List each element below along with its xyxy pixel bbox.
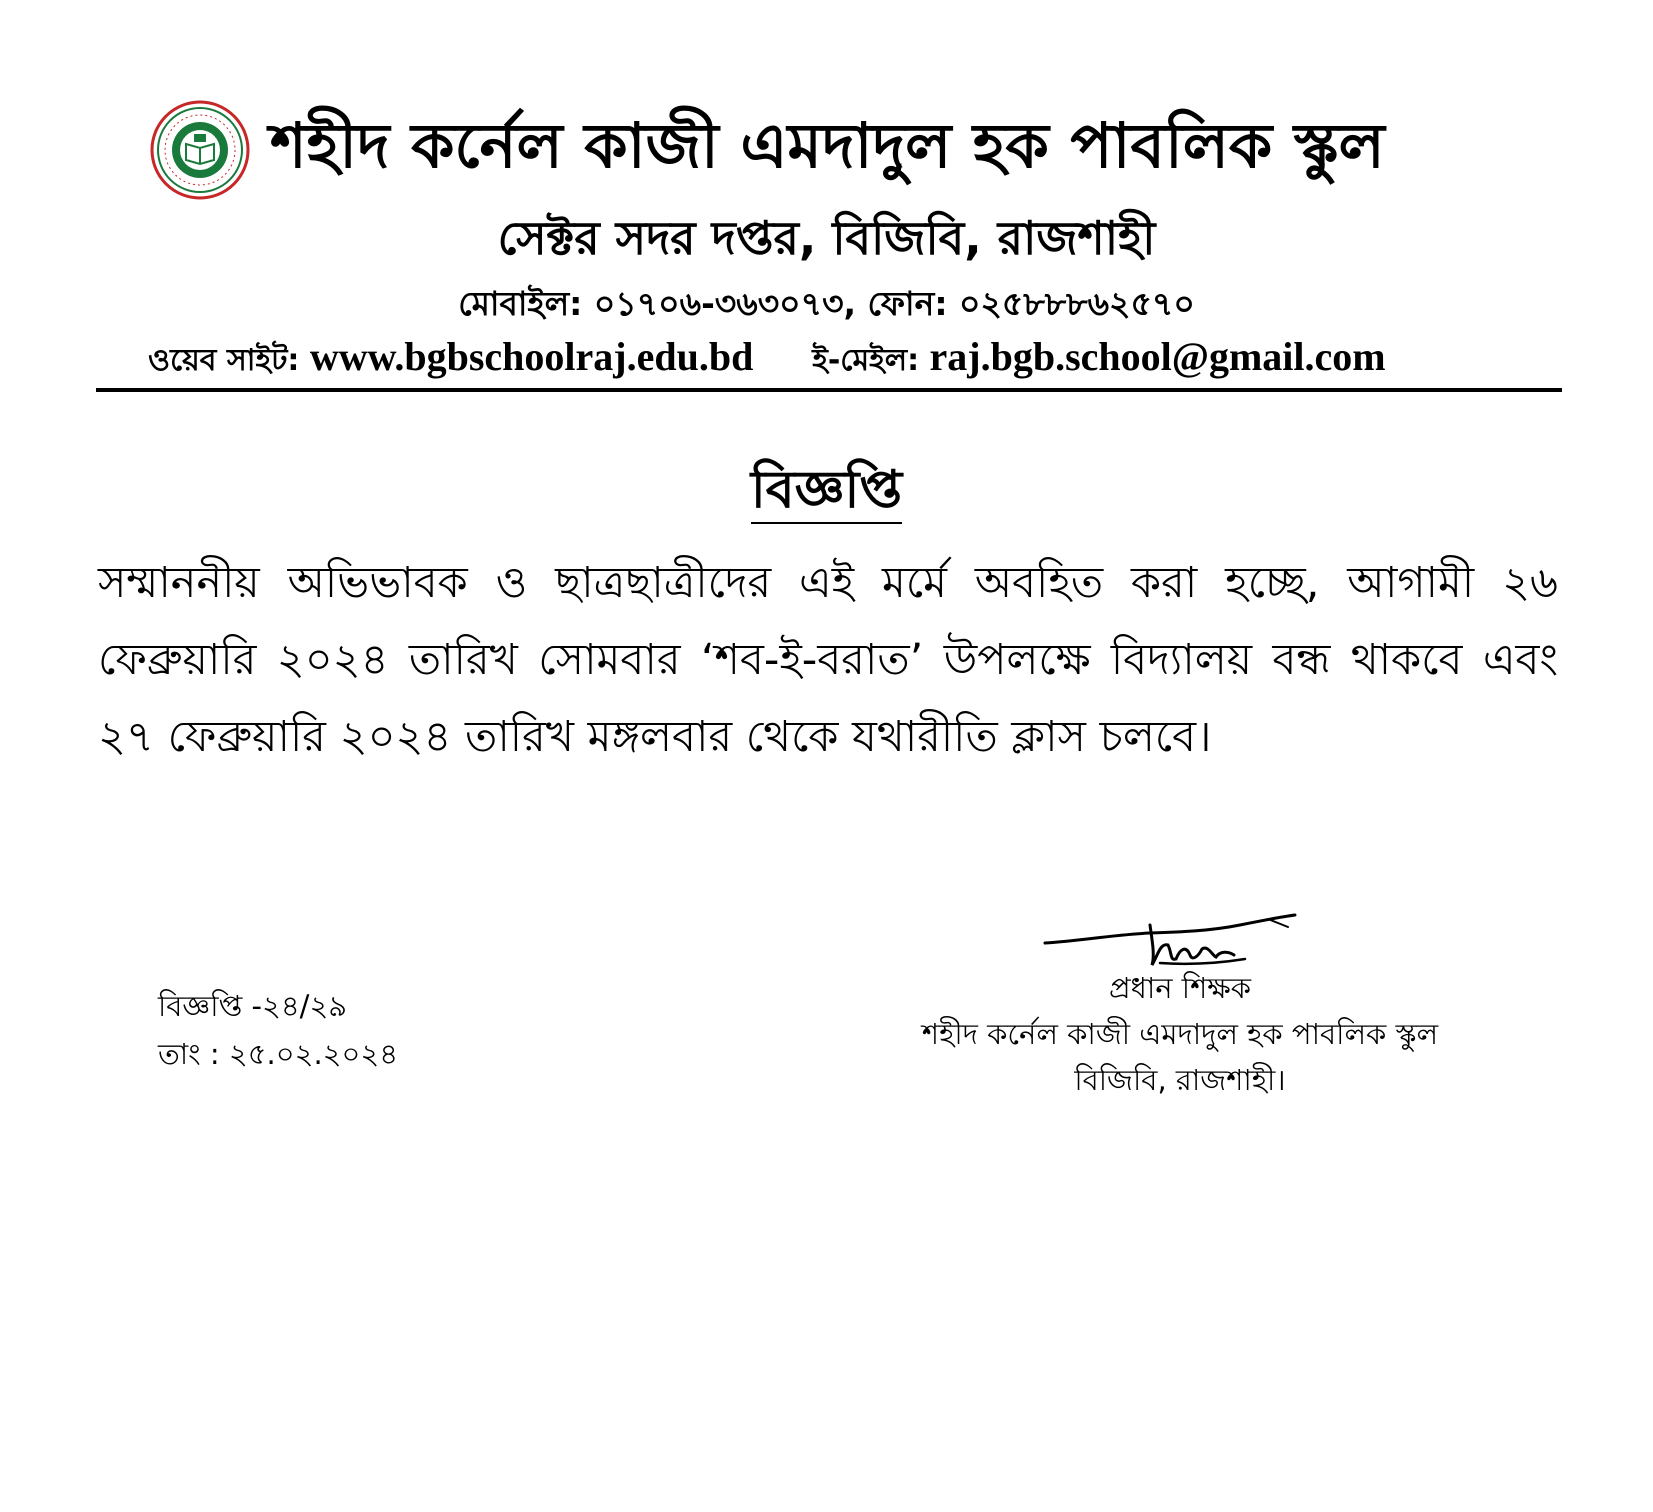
email-value: raj.bgb.school@gmail.com [929,334,1386,379]
notice-title-text: বিজ্ঞপ্তি [751,460,902,524]
school-logo-icon [150,100,250,200]
signatory-institution: শহীদ কর্নেল কাজী এমদাদুল হক পাবলিক স্কুল [921,1017,1439,1051]
contact-phone-line: মোবাইল: ০১৭০৬-৩৬৩০৭৩, ফোন: ০২৫৮৮৮৬২৫৭০ [458,284,1195,323]
website-label: ওয়েব সাইট: [148,343,300,378]
signatory-designation: প্রধান শিক্ষক [1108,971,1252,1005]
signatory-block [900,965,1460,1103]
school-address: সেক্টর সদর দপ্তর, বিজিবি, রাজশাহী [497,211,1156,265]
school-name: শহীদ কর্নেল কাজী এমদাদুল হক পাবলিক স্কুল [270,109,1385,182]
website-value: www.bgbschoolraj.edu.bd [309,334,754,379]
notice-body: সম্মাননীয় অভিভাবক ও ছাত্রছাত্রীদের এই মর্মে অবহিত করা হচ্ছে, আগামী ২৬ ফেব্রুয়ারি ২০২৪ তারিখ সোমবার ‘শব-ই-বরাত’ উপলক্ষে বিদ্যালয় বন্ধ থাকবে এবং ২৭ ফেব্রুয়ারি ২০২৪ তারিখ মঙ্গলবার থেকে যথারীতি ক্লাস চলবে। [98,558,1558,762]
notice-reference [158,982,398,1078]
notice-title [0,455,1653,525]
reference-number: বিজ্ঞপ্তি -২৪/২৯ [158,989,348,1023]
email-label: ই-মেইল: [812,343,920,378]
header-divider [96,388,1562,392]
web-email-line [148,335,1548,383]
signatory-location: বিজিবি, রাজশাহী। [1074,1063,1286,1097]
reference-date: তাং : ২৫.০২.২০২৪ [158,1037,399,1071]
